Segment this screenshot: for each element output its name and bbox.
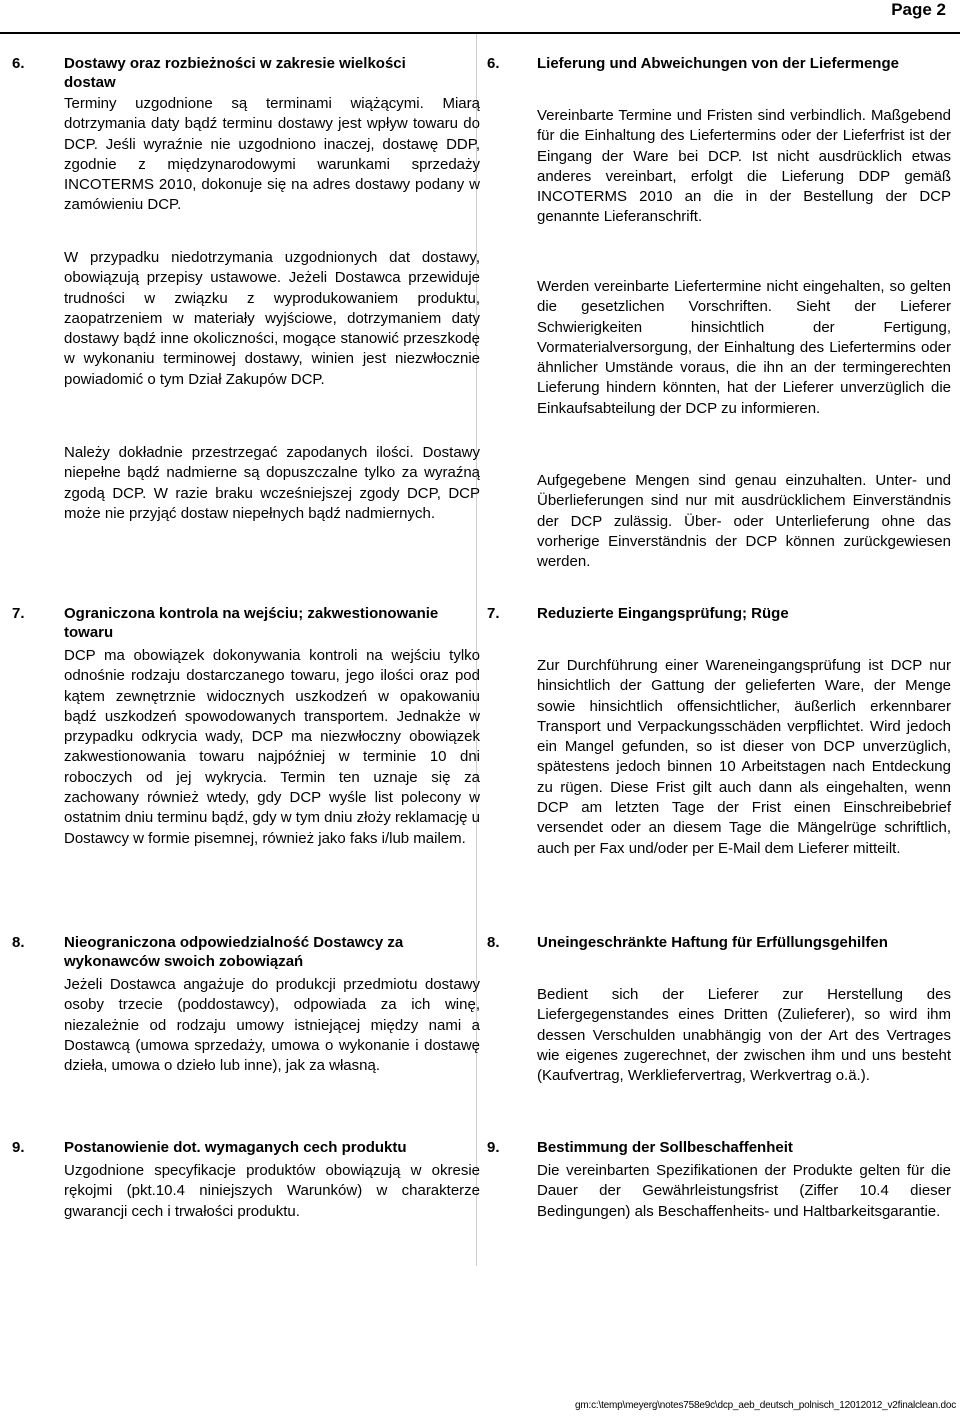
section-title: Uneingeschränkte Haftung für Erfüllungsgehilfen [537, 934, 888, 951]
footer-file-path: gm:c:\temp\meyerg\notes758e9c\dcp_aeb_deutsch_polnisch_12012012_v2finalclean.doc [575, 1400, 956, 1411]
paragraph: Jeżeli Dostawca angażuje do produkcji przedmiotu dostawy osoby trzecie (poddostawcy), odpowiada za ich winę, niezależnie od rodzaju umowy istniejącej między nami a Dostawcą (umowa sprzedaży, umowa o wykonanie i dostawę dzieła, umowa o dzieło lub inne), jak za własną. [64, 976, 480, 1075]
section-6-german [487, 54, 953, 584]
paragraph: Aufgegebene Mengen sind genau einzuhalten. Unter- und Überlieferungen sind nur mit ausdrücklichem Einverständnis der DCP zulässig. Über- oder Unterlieferung ohne das vorherige Einverständnis der DCP können zurückgewiesen werden. [537, 472, 951, 571]
section-8-german [487, 933, 953, 1113]
page-header [0, 0, 960, 34]
section-number: 8. [12, 934, 25, 951]
paragraph: Werden vereinbarte Liefertermine nicht eingehalten, so gelten die gesetzlichen Vorschriften. Sieht der Lieferer Schwierigkeiten hinsichtlich der Fertigung, Vormaterialversorgung, der Einhaltung des Liefertermins oder ähnlicher Umstände voraus, die ihn an der termingerechten Lieferung hindern könnten, hat der Lieferer unverzüglich die Einkaufsabteilung der DCP zu informieren. [537, 278, 951, 417]
paragraph: W przypadku niedotrzymania uzgodnionych dat dostawy, obowiązują przepisy ustawowe. Jeżeli Dostawca przewiduje trudności w związku z wyprodukowaniem produktu, zaopatrzeniem w materiały wyjściowe, dotrzymaniem daty dostawy bądź inne okoliczności, mogące stanowić przeszkodę w wykonaniu terminowej dostawy, winien jest niezwłocznie powiadomić o tym Dział Zakupów DCP. [64, 249, 480, 388]
paragraph: Należy dokładnie przestrzegać zapodanych ilości. Dostawy niepełne bądź nadmierne są dopuszczalne tylko za wyraźną zgodą DCP. W razie braku wcześniejszej zgody DCP, DCP może nie przyjąć dostaw niepełnych bądź nadmiernych. [64, 444, 480, 522]
section-title: Lieferung und Abweichungen von der Liefermenge [537, 55, 899, 72]
section-number: 9. [487, 1139, 500, 1156]
paragraph: DCP ma obowiązek dokonywania kontroli na wejściu tylko odnośnie rodzaju dostarczanego towaru, jego ilości oraz pod kątem zewnętrznie widocznych uszkodzeń w opakowaniu bądź uszkodzeń spowodowanych transportem. Jednakże w przypadku odkrycia wady, DCP ma niezwłoczny obowiązek zakwestionowania towaru najpóźniej w terminie 10 dni roboczych od jej wykrycia. Termin ten uznaje się za zachowany również wtedy, gdy DCP wyśle list polecony w ostatnim dniu terminu bądź, gdy w tym dniu złoży reklamację u Dostawcy w formie pisemnej, również jako faks i/lub mailem. [64, 647, 481, 847]
paragraph: Bedient sich der Lieferer zur Herstellung des Liefergegenstandes eines Dritten (Zulieferer), so wird ihm dessen Verschulden unabhängig von der Art des Vertrages wie eigenes zugerechnet, der zwischen ihm und uns besteht (Kaufvertrag, Werkliefervertrag, Werkvertrag o.ä.). [537, 986, 951, 1085]
section-title: Nieograniczona odpowiedzialność Dostawcy za wykonawców swoich zobowiązań [64, 934, 404, 970]
paragraph: Terminy uzgodnione są terminami wiążącymi. Miarą dotrzymania daty bądź terminu dostawy jest wpływ towaru do DCP. Jeśli wyraźnie nie uzgodniono inaczej, dostawę DDP, zgodnie z międzynarodowymi warunkami sprzedaży INCOTERMS 2010, dokonuje się na adres dostawy podany w zamówieniu DCP. [64, 95, 480, 214]
section-title: Ograniczona kontrola na wejściu; zakwestionowanie towaru [64, 605, 439, 641]
section-title: Reduzierte Eingangsprüfung; Rüge [537, 605, 789, 622]
section-number: 6. [12, 55, 25, 72]
section-number: 8. [487, 934, 500, 951]
section-number: 6. [487, 55, 500, 72]
section-title: Postanowienie dot. wymaganych cech produktu [64, 1139, 407, 1156]
section-title: Bestimmung der Sollbeschaffenheit [537, 1139, 793, 1156]
section-title: Dostawy oraz rozbieżności w zakresie wielkości dostaw [64, 55, 406, 91]
section-number: 9. [12, 1139, 25, 1156]
section-8-polish [12, 933, 480, 1103]
section-number: 7. [487, 605, 500, 622]
paragraph: Die vereinbarten Spezifikationen der Produkte gelten für die Dauer der Gewährleistungsfrist (Ziffer 10.4 dieser Bedingungen) als Beschaffenheits- und Haltbarkeitsgarantie. [537, 1162, 951, 1220]
paragraph: Uzgodnione specyfikacje produktów obowiązują w okresie rękojmi (pkt.10.4 niniejszych Warunków) w charakterze gwarancji cech i trwałości produktu. [64, 1162, 480, 1220]
section-7-polish [12, 604, 481, 894]
page-number: Page 2 [891, 0, 946, 19]
section-number: 7. [12, 605, 25, 622]
section-7-german [487, 604, 953, 904]
section-9-polish [12, 1138, 480, 1238]
paragraph: Vereinbarte Termine und Fristen sind verbindlich. Maßgebend für die Einhaltung des Liefertermins oder der Lieferfrist ist der Eingang der Ware bei DCP. Ist nicht ausdrücklich etwas anderes vereinbart, erfolgt die Lieferung DDP gemäß INCOTERMS 2010 an die in der Bestellung der DCP genannte Lieferanschrift. [537, 107, 951, 226]
section-6-polish [12, 54, 480, 554]
section-9-german [487, 1138, 953, 1238]
paragraph: Zur Durchführung einer Wareneingangsprüfung ist DCP nur hinsichtlich der Gattung der gelieferten Ware, der Menge sowie hinsichtlich offensichtlicher, äußerlich erkennbarer Transport und Verpackungsschäden verpflichtet. Wird jedoch ein Mangel gefunden, so ist dieser von DCP unverzüglich, spätestens jedoch binnen 10 Arbeitstagen nach Entdeckung zu rügen. Diese Frist gilt auch dann als eingehalten, wenn DCP am letzten Tage der Frist einen Einschreibebrief versendet oder an diesem Tage die Mängelrüge schriftlich, auch per Fax und/oder per E-Mail dem Lieferer mitteilt. [537, 657, 951, 857]
